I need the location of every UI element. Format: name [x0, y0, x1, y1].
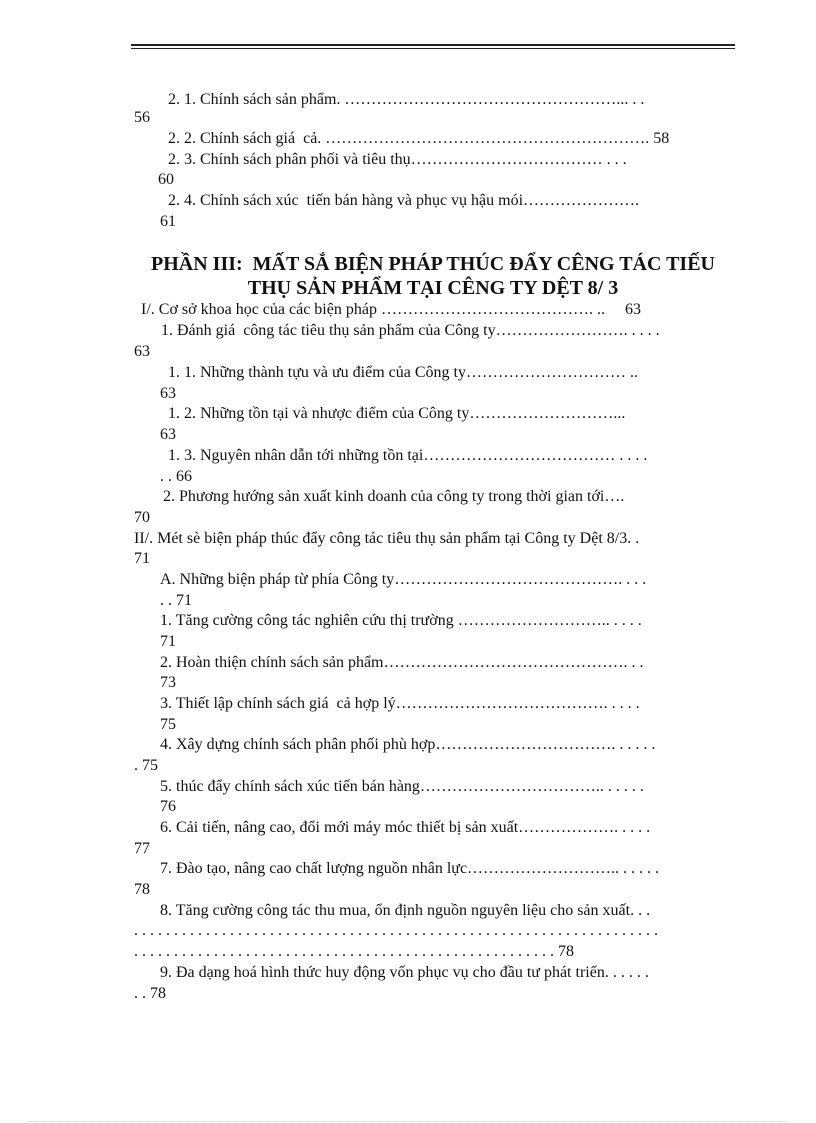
toc-page-number: 77	[134, 840, 150, 857]
toc-entry: 2. 4. Chính sách xúc tiến bán hàng và phục vụ hậu mói………………….	[168, 192, 640, 209]
toc-page-number: 78	[134, 881, 150, 898]
page-bottom-border	[28, 1121, 788, 1122]
toc-entry: 1. 3. Nguyên nhân dẫn tới những tồn tại……………………………… . . . .	[168, 447, 648, 464]
toc-page-number: 61	[160, 213, 176, 230]
toc-page-number: 70	[134, 509, 150, 526]
toc-entry: 8. Tăng cường công tác thu mua, ổn định nguồn nguyên liệu cho sản xuất. . .	[160, 902, 651, 919]
toc-entry: 9. Đa dạng hoá hình thức huy động vốn phục vụ cho đầu tư phát triển. . . . . .	[160, 964, 649, 981]
toc-entry: 1. Đánh giá công tác tiêu thụ sản phẩm của Công ty……………………. . . . .	[161, 322, 660, 339]
header-rule-thick	[131, 44, 735, 46]
toc-entry: 2. 1. Chính sách sản phẩm. ……………………………………………... . .	[168, 91, 645, 108]
toc-page-number: 63	[160, 426, 176, 443]
toc-page-number: . . 78	[134, 985, 166, 1002]
toc-entry: 2. 3. Chính sách phân phối và tiêu thụ……………………………… . . .	[168, 151, 627, 168]
toc-page-number: 60	[158, 171, 174, 188]
toc-dot-leader: . . . . . . . . . . . . . . . . . . . . . . . . . . . . . . . . . . . . . . . . . . . . . . . . . . . . . . . . . . . . . . . . . .	[134, 922, 658, 939]
toc-page-number: 56	[134, 109, 150, 126]
toc-entry: A. Những biện pháp từ phía Công ty……………………………………. . . .	[160, 571, 647, 588]
toc-page-number: 75	[160, 716, 176, 733]
toc-entry: 7. Đào tạo, nâng cao chất lượng nguồn nhân lực……………………….. . . . . .	[160, 860, 660, 877]
part-iii-heading-line1: PHẦN III: MẤT SẮ BIỆN PHÁP THÚC ĐẨY CÊNG TÁC TIẾU	[151, 253, 715, 275]
toc-page-number: . . 66	[160, 468, 192, 485]
toc-entry: 1. Tăng cường công tác nghiên cứu thị trường ……………………….. . . . .	[160, 612, 642, 629]
toc-entry: II/. Mét sè biện pháp thúc đẩy công tác tiêu thụ sản phẩm tại Công ty Dệt 8/3. .	[134, 530, 640, 547]
toc-page-number: 71	[160, 633, 176, 650]
toc-page-number: . 75	[134, 757, 158, 774]
header-rule-thin	[131, 48, 735, 49]
toc-entry: 1. 2. Những tồn tại và nhược điểm của Công ty………………………...	[168, 405, 626, 422]
toc-entry: 5. thúc đẩy chính sách xúc tiến bán hàng…………………………….. . . . . .	[160, 778, 644, 795]
toc-entry: 2. 2. Chính sách giá cả. ……………………………………………………. 58	[168, 130, 670, 147]
toc-page-number: 63	[160, 385, 176, 402]
toc-entry: I/. Cơ sở khoa học của các biện pháp …………………………………. .. 63	[141, 301, 641, 318]
toc-page-number: 71	[134, 550, 150, 567]
toc-entry: 4. Xây dựng chính sách phân phối phù hợp……………………………. . . . . .	[160, 736, 656, 753]
toc-page-number: 76	[160, 798, 176, 815]
toc-entry: 1. 1. Những thành tựu và ưu điểm của Công ty………………………… ..	[168, 364, 638, 381]
toc-page-number: . . . . . . . . . . . . . . . . . . . . . . . . . . . . . . . . . . . . . . . . . . . . . . . . . . . . . 78	[134, 943, 574, 960]
toc-entry: 6. Cải tiến, nâng cao, đổi mới máy móc thiết bị sản xuất………………. . . . .	[160, 819, 651, 836]
toc-entry: 2. Phương hướng sản xuất kinh doanh của công ty trong thời gian tới….	[163, 488, 625, 505]
toc-page-number: 73	[160, 674, 176, 691]
toc-page-number: . . 71	[160, 592, 192, 609]
toc-entry: 3. Thiết lập chính sách giá cả hợp lý…………………………………. . . . .	[160, 695, 640, 712]
part-iii-heading-line2: THỤ SẢN PHẨM TẠI CÊNG TY DỆT 8/ 3	[247, 277, 619, 299]
toc-entry: 2. Hoàn thiện chính sách sản phẩm………………………………………. . .	[160, 654, 644, 671]
toc-page-number: 63	[134, 343, 150, 360]
